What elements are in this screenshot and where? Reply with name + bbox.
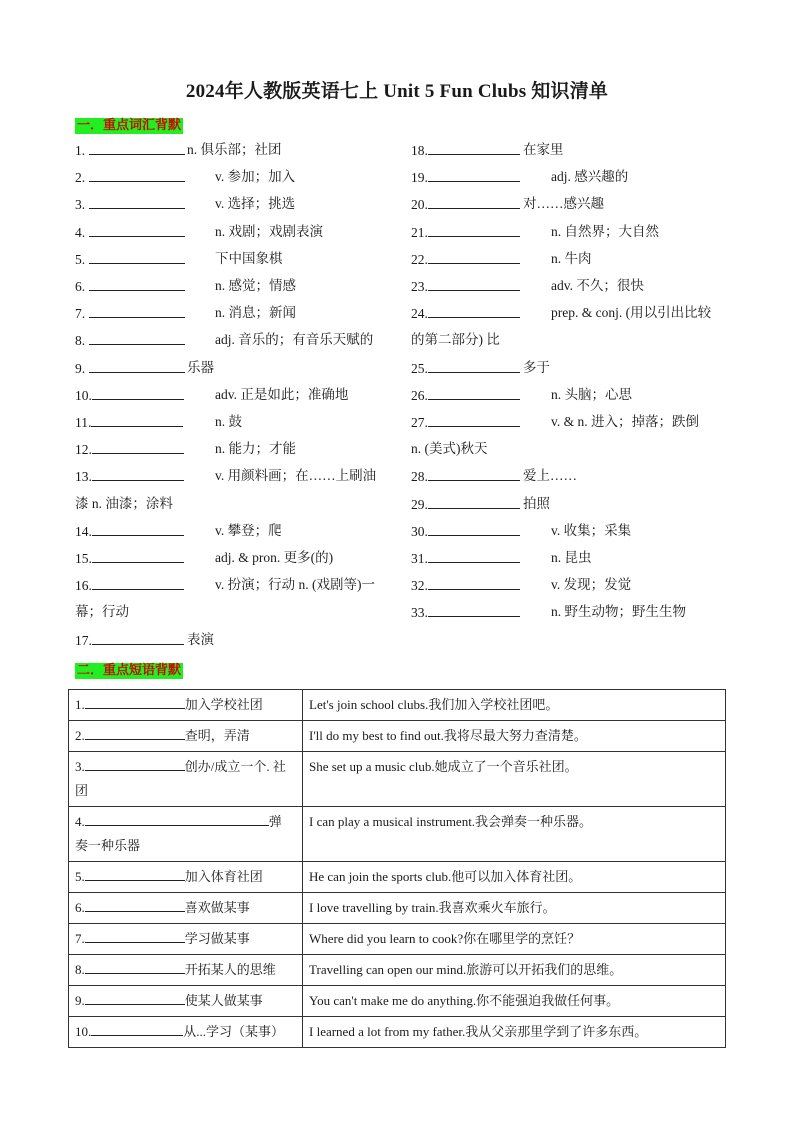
item-number: 11. [75,415,92,430]
phrase-cell [69,893,303,924]
phrase-row [69,690,726,721]
vocab-item [75,440,296,458]
vocab-item [411,304,712,322]
item-meaning: n. 感觉；情感 [215,278,296,293]
answer-blank[interactable] [428,413,520,427]
item-meaning: n. 昆虫 [551,550,592,565]
phrase-number: 6. [75,900,85,915]
vocab-item [411,141,564,159]
item-meaning: 对……感兴趣 [523,196,604,212]
vocab-item [75,168,296,186]
answer-blank[interactable] [91,413,183,427]
item-meaning-continued: 的第二部分) 比 [411,332,500,348]
answer-blank[interactable] [85,812,269,826]
phrase-meaning: 加入学校社团 [184,697,263,712]
item-number: 16. [75,578,92,594]
item-meaning: 爱上…… [523,468,577,484]
vocab-item [75,522,282,540]
answer-blank[interactable] [92,467,184,481]
answer-blank[interactable] [428,168,520,182]
answer-blank[interactable] [89,195,185,209]
item-meaning: adv. 正是如此；准确地 [215,386,349,402]
answer-blank[interactable] [89,359,185,373]
phrase-row [69,986,726,1017]
vocab-item [411,195,604,213]
section-heading-vocabulary: 一．重点词汇背默 [77,118,182,133]
item-meaning: 拍照 [523,495,550,511]
answer-blank[interactable] [85,991,185,1005]
phrase-meaning: 创办/成立一个. 社 [184,759,286,774]
item-number: 9. [75,360,86,376]
answer-blank[interactable] [89,168,185,182]
phrase-cell [69,752,303,807]
item-number: 12. [75,442,92,458]
phrase-meaning: 学习做某事 [184,931,250,946]
item-number: 19. [411,170,428,186]
answer-blank[interactable] [428,386,520,400]
phrase-number: 2. [75,728,85,743]
item-number: 6. [75,279,86,294]
phrase-row [69,1017,726,1048]
answer-blank[interactable] [92,386,184,400]
vocab-item [411,467,577,485]
vocab-item [75,467,377,485]
example-sentence: Let's join school clubs.我们加入学校社团吧。 [303,690,726,721]
answer-blank[interactable] [428,522,520,536]
answer-blank[interactable] [89,331,185,345]
item-meaning: n. 牛肉 [551,250,592,266]
item-meaning: v. 收集；采集 [551,522,632,538]
phrase-row [69,955,726,986]
phrase-cell [69,862,303,893]
item-meaning: n. 俱乐部；社团 [187,142,282,157]
phrase-number: 10. [75,1024,92,1039]
vocab-item [75,223,323,241]
phrase-meaning-continued: 团 [75,783,89,798]
item-meaning: v. & n. 进入；掉落；跌倒 [551,414,699,429]
vocab-item [411,277,644,295]
vocab-item [75,195,296,213]
example-sentence: He can join the sports club.他可以加入体育社团。 [303,862,726,893]
phrase-number: 7. [75,931,85,946]
item-number: 29. [411,496,428,512]
phrase-meaning: 查明，弄清 [184,728,250,743]
phrase-table [68,689,726,1048]
item-meaning: v. 参加；加入 [215,169,296,185]
item-meaning: prep. & conj. (用以引出比较 [551,305,712,321]
vocab-item [75,277,296,295]
item-meaning: n. 鼓 [215,414,242,429]
phrase-meaning: 从...学习（某事） [183,1024,285,1039]
item-number: 3. [75,197,86,213]
vocab-item [75,413,242,431]
item-number: 2. [75,170,86,186]
item-number: 30. [411,523,428,539]
phrase-row [69,893,726,924]
answer-blank[interactable] [85,695,185,709]
item-number: 10. [75,387,92,403]
answer-blank[interactable] [428,223,520,237]
item-meaning-continued: n. (美式)秋天 [411,441,488,457]
item-meaning: n. 头脑；心思 [551,386,632,402]
phrase-row [69,862,726,893]
item-number: 14. [75,523,92,539]
answer-blank[interactable] [91,1022,183,1036]
item-number: 4. [75,224,86,240]
answer-blank[interactable] [92,522,184,536]
phrase-cell [69,721,303,752]
phrase-meaning: 弹 [268,814,282,829]
phrase-cell [69,955,303,986]
phrase-cell [69,690,303,721]
answer-blank[interactable] [428,495,520,509]
item-meaning: 表演 [187,631,214,647]
phrase-meaning: 使某人做某事 [184,993,263,1008]
vocab-item [75,141,282,159]
answer-blank[interactable] [85,898,185,912]
vocab-item [75,331,374,349]
vocab-item [411,549,592,567]
phrase-number: 9. [75,993,85,1008]
item-meaning: 多于 [523,359,550,375]
phrase-cell [69,924,303,955]
phrase-cell [69,1017,303,1048]
item-meaning: 下中国象棋 [215,250,283,266]
item-meaning: v. 扮演；行动 n. (戏剧等)一 [215,577,375,593]
item-meaning: v. 发现；发觉 [551,577,632,593]
phrase-number: 8. [75,962,85,977]
answer-blank[interactable] [92,549,184,563]
phrase-meaning-continued: 奏一种乐器 [75,838,141,853]
phrase-cell [69,807,303,862]
answer-blank[interactable] [428,304,520,318]
phrase-number: 5. [75,869,85,884]
vocabulary-list [75,141,725,661]
section-heading-phrases: 二．重点短语背默 [77,663,182,678]
vocab-item [75,386,349,404]
vocab-item [75,631,214,649]
answer-blank[interactable] [89,250,185,264]
example-sentence: I learned a lot from my father.我从父亲那里学到了许多东西。 [303,1017,726,1048]
answer-blank[interactable] [92,440,184,454]
example-sentence: Where did you learn to cook?你在哪里学的烹饪？ [303,924,726,955]
answer-blank[interactable] [428,250,520,264]
item-meaning: v. 用颜料画；在……上刷油 [215,468,377,484]
vocab-item [411,386,632,404]
item-number: 31. [411,551,428,566]
item-meaning: n. 自然界；大自然 [551,223,659,239]
answer-blank[interactable] [89,304,185,318]
vocab-item [411,359,550,377]
vocab-item [411,223,659,241]
phrase-meaning: 开拓某人的思维 [184,962,276,977]
item-meaning: n. 能力；才能 [215,441,296,457]
item-meaning: n. 消息；新闻 [215,305,296,321]
phrase-number: 1. [75,697,85,712]
item-meaning: adv. 不久；很快 [551,278,644,293]
item-number: 33. [411,605,428,621]
item-meaning: n. 戏剧；戏剧表演 [215,223,323,239]
item-number: 13. [75,469,92,485]
phrase-meaning: 喜欢做某事 [184,900,250,915]
phrase-number: 4. [75,814,85,829]
item-number: 24. [411,306,428,322]
answer-blank[interactable] [428,549,520,563]
example-sentence: Travelling can open our mind.旅游可以开拓我们的思维。 [303,955,726,986]
vocab-item [411,522,632,540]
phrase-row [69,807,726,862]
vocab-item [75,304,296,322]
item-number: 26. [411,387,428,403]
phrase-row [69,924,726,955]
answer-blank[interactable] [89,223,185,237]
item-meaning-continued: 漆 n. 油漆；涂料 [75,495,173,511]
answer-blank[interactable] [85,757,185,771]
item-number: 21. [411,224,428,240]
answer-blank[interactable] [428,195,520,209]
item-number: 23. [411,279,428,294]
item-number: 8. [75,333,86,349]
vocab-item [411,168,629,186]
example-sentence: I'll do my best to find out.我将尽最大努力查清楚。 [303,721,726,752]
item-number: 1. [75,143,86,158]
item-number: 18. [411,143,428,158]
page-title: 2024年人教版英语七上 Unit 5 Fun Clubs 知识清单 [185,81,609,102]
example-sentence: I can play a musical instrument.我会弹奏一种乐器。 [303,807,726,862]
item-meaning: 乐器 [187,359,214,375]
vocab-item [75,359,214,377]
vocab-item [411,495,550,513]
item-number: 20. [411,197,428,213]
vocab-item [411,603,686,621]
answer-blank[interactable] [428,603,520,617]
phrase-meaning: 加入体育社团 [184,869,263,884]
item-number: 22. [411,251,428,267]
item-number: 5. [75,251,86,267]
answer-blank[interactable] [428,359,520,373]
item-meaning: v. 选择；挑选 [215,196,296,212]
answer-blank[interactable] [92,576,184,590]
example-sentence: I love travelling by train.我喜欢乘火车旅行。 [303,893,726,924]
item-meaning: n. 野生动物；野生生物 [551,604,686,620]
vocab-item [411,413,699,431]
answer-blank[interactable] [89,277,185,291]
answer-blank[interactable] [428,576,520,590]
example-sentence: She set up a music club.她成立了一个音乐社团。 [303,752,726,807]
answer-blank[interactable] [85,960,185,974]
vocab-item [411,250,592,268]
answer-blank[interactable] [85,867,185,881]
item-number: 27. [411,415,428,430]
answer-blank[interactable] [85,726,185,740]
item-meaning: adj. 感兴趣的 [551,169,629,185]
answer-blank[interactable] [428,141,520,155]
item-number: 25. [411,360,428,376]
vocab-item [411,576,632,594]
phrase-number: 3. [75,759,85,774]
answer-blank[interactable] [428,467,520,481]
item-meaning-continued: 幕；行动 [75,604,129,620]
vocab-item [75,576,375,594]
item-meaning: adj. & pron. 更多(的) [215,550,334,565]
answer-blank[interactable] [92,631,184,645]
example-sentence: You can't make me do anything.你不能强迫我做任何事。 [303,986,726,1017]
phrase-cell [69,986,303,1017]
item-number: 28. [411,469,428,485]
item-number: 17. [75,632,92,648]
vocab-item [75,549,334,567]
answer-blank[interactable] [428,277,520,291]
phrase-row [69,721,726,752]
answer-blank[interactable] [85,929,185,943]
vocab-item [75,250,283,268]
item-number: 15. [75,551,92,566]
phrase-row [69,752,726,807]
item-number: 7. [75,306,86,322]
item-meaning: adj. 音乐的；有音乐天赋的 [215,332,374,348]
answer-blank[interactable] [89,141,185,155]
item-number: 32. [411,578,428,594]
item-meaning: v. 攀登；爬 [215,522,282,538]
item-meaning: 在家里 [523,142,564,157]
